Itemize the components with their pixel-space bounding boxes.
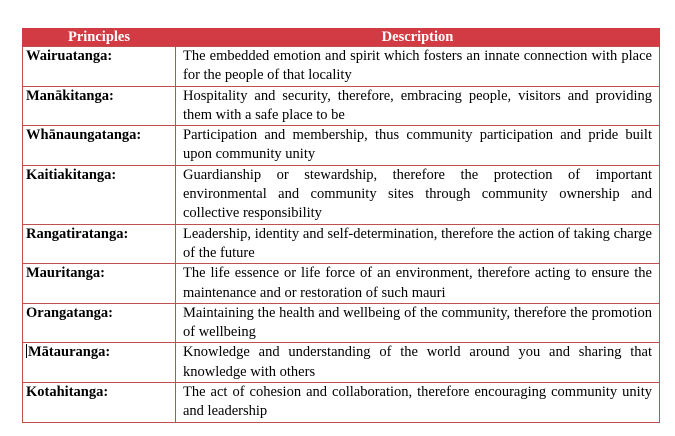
- table-header-row: [23, 29, 660, 47]
- principle-description: The embedded emotion and spirit which fosters an innate connection with place for the people of that locality: [176, 47, 660, 87]
- table-row: [23, 224, 660, 264]
- principle-name: Kotahitanga:: [23, 383, 176, 423]
- principle-description: Guardianship or stewardship, therefore the protection of important environmental and community sites through community ownership and collective responsibility: [176, 165, 660, 224]
- principle-name: Mātauranga:: [28, 344, 111, 361]
- principles-table: [22, 28, 660, 423]
- principle-name: Mauritanga:: [23, 264, 176, 304]
- table-row: [23, 264, 660, 304]
- principle-name-cell[interactable]: [23, 343, 176, 383]
- table-row: [23, 86, 660, 126]
- principle-name: Wairuatanga:: [23, 47, 176, 87]
- principle-description: The act of cohesion and collaboration, therefore encouraging community unity and leadership: [176, 383, 660, 423]
- text-cursor-icon: [26, 344, 27, 358]
- principle-description: Leadership, identity and self-determination, therefore the action of taking charge of the future: [176, 224, 660, 264]
- principle-description: The life essence or life force of an environment, therefore acting to ensure the maintenance and or restoration of such mauri: [176, 264, 660, 304]
- principle-name: Kaitiakitanga:: [23, 165, 176, 224]
- principle-description: Participation and membership, thus community participation and pride built upon community unity: [176, 126, 660, 166]
- principle-name: Manākitanga:: [23, 86, 176, 126]
- principle-name: Orangatanga:: [23, 303, 176, 343]
- principle-name: Rangatiratanga:: [23, 224, 176, 264]
- principle-name: Whānaungatanga:: [23, 126, 176, 166]
- principle-description: Maintaining the health and wellbeing of the community, therefore the promotion of wellbeing: [176, 303, 660, 343]
- column-header-description: Description: [176, 29, 660, 47]
- table-row: [23, 47, 660, 87]
- table-row: [23, 165, 660, 224]
- table-row: [23, 303, 660, 343]
- table-row: [23, 343, 660, 383]
- principle-description: Knowledge and understanding of the world around you and sharing that knowledge with others: [176, 343, 660, 383]
- table-row: [23, 126, 660, 166]
- table-row: [23, 383, 660, 423]
- principle-description: Hospitality and security, therefore, embracing people, visitors and providing them with a safe place to be: [176, 86, 660, 126]
- column-header-principles: Principles: [23, 29, 176, 47]
